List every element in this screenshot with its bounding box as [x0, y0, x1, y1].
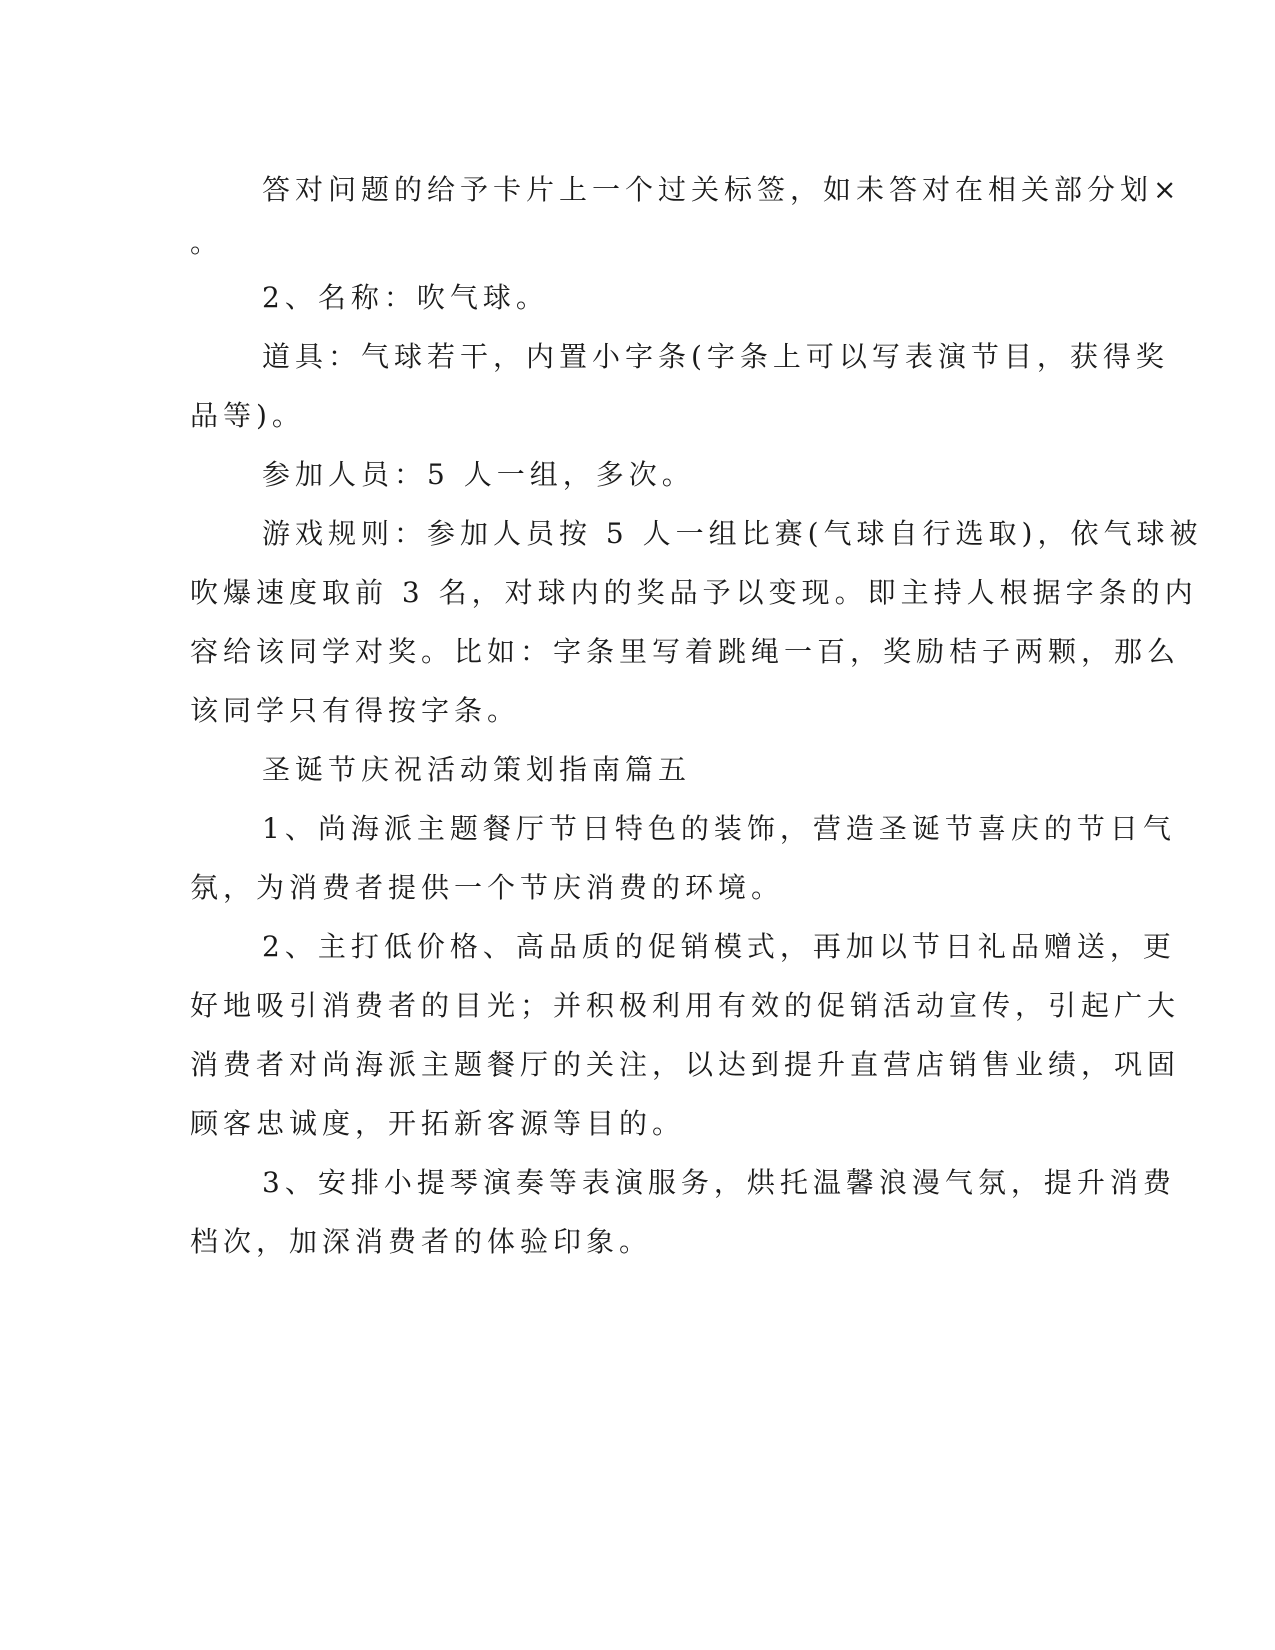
- paragraph-line: 该同学只有得按字条。: [190, 694, 521, 727]
- paragraph-line: 档次，加深消费者的体验印象。: [190, 1225, 653, 1258]
- paragraph-line: 参加人员：5 人一组，多次。: [262, 458, 695, 491]
- paragraph-line: 。: [190, 226, 224, 259]
- paragraph-line: 消费者对尚海派主题餐厅的关注，以达到提升直营店销售业绩，巩固: [190, 1048, 1181, 1081]
- paragraph-line: 容给该同学对奖。比如：字条里写着跳绳一百，奖励桔子两颗，那么: [190, 635, 1181, 668]
- paragraph-line: 品等)。: [190, 399, 305, 432]
- paragraph-line: 游戏规则：参加人员按 5 人一组比赛(气球自行选取)，依气球被: [262, 517, 1203, 550]
- paragraph-line: 吹爆速度取前 3 名，对球内的奖品予以变现。即主持人根据字条的内: [190, 576, 1198, 609]
- paragraph-line: 2、名称：吹气球。: [262, 281, 549, 314]
- paragraph-line: 答对问题的给予卡片上一个过关标签，如未答对在相关部分划×: [262, 173, 1182, 206]
- paragraph-line: 道具：气球若干，内置小字条(字条上可以写表演节目，获得奖: [262, 340, 1169, 373]
- paragraph-line: 氛，为消费者提供一个节庆消费的环境。: [190, 871, 785, 904]
- paragraph-line: 3、安排小提琴演奏等表演服务，烘托温馨浪漫气氛，提升消费: [262, 1166, 1176, 1199]
- paragraph-line: 2、主打低价格、高品质的促销模式，再加以节日礼品赠送，更: [262, 930, 1176, 963]
- paragraph-line: 顾客忠诚度，开拓新客源等目的。: [190, 1107, 686, 1140]
- section-heading: 圣诞节庆祝活动策划指南篇五: [262, 753, 692, 786]
- paragraph-line: 1、尚海派主题餐厅节日特色的装饰，营造圣诞节喜庆的节日气: [262, 812, 1176, 845]
- paragraph-line: 好地吸引消费者的目光；并积极利用有效的促销活动宣传，引起广大: [190, 989, 1181, 1022]
